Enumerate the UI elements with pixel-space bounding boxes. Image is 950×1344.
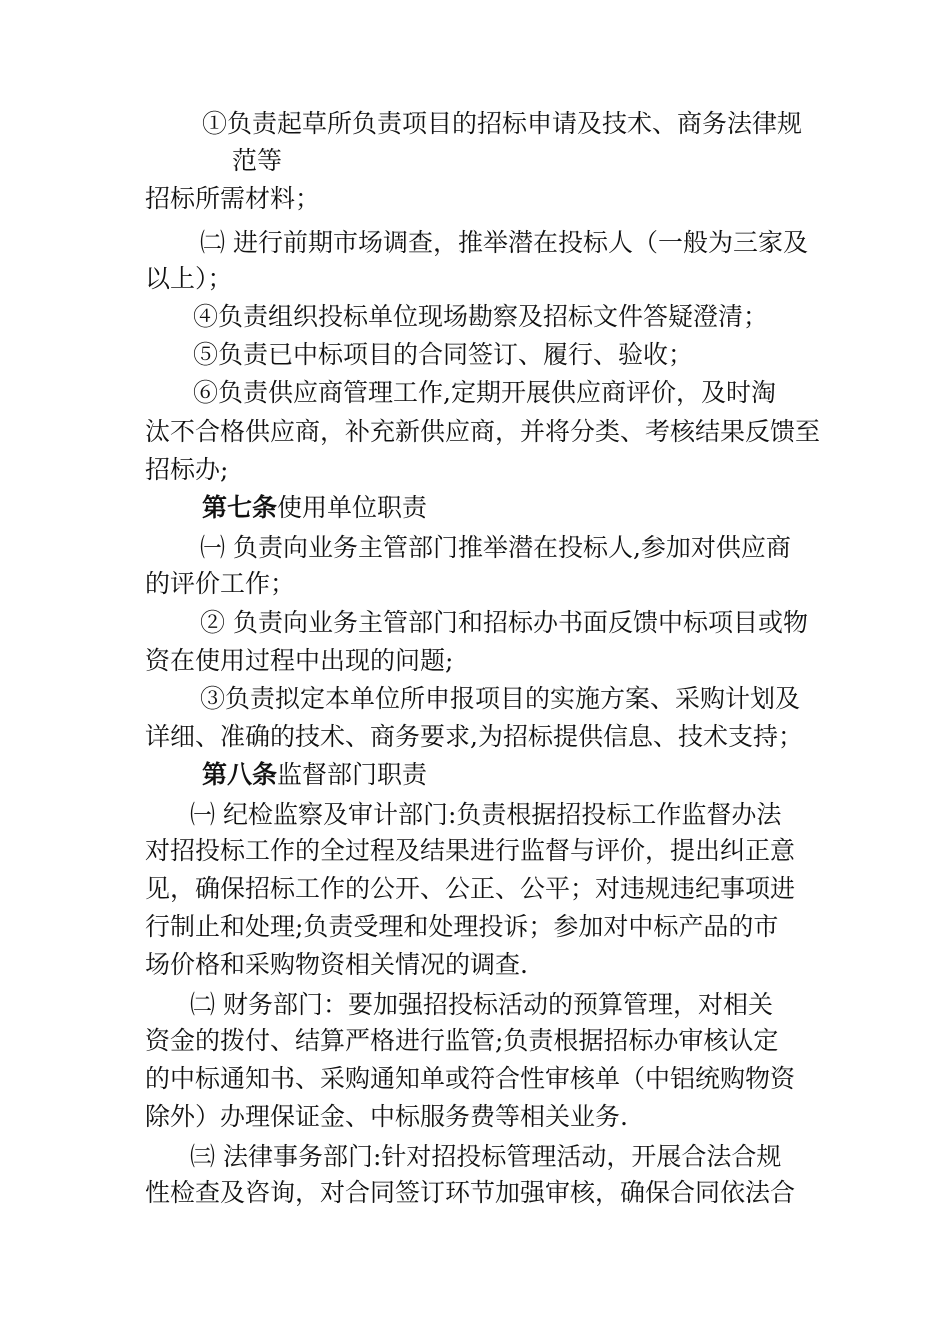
article-7-number: 第七条 <box>202 493 278 522</box>
paragraph-line: 的中标通知书、采购通知单或符合性审核单（中铝统购物资 <box>145 1064 796 1093</box>
paragraph-line: ㈡ 进行前期市场调查，推举潜在投标人（一般为三家及 <box>200 228 808 257</box>
paragraph-line: 的评价工作； <box>145 569 296 598</box>
article-8-heading <box>202 757 427 793</box>
paragraph-line: ⑥负责供应商管理工作,定期开展供应商评价，及时淘 <box>193 378 776 407</box>
paragraph-line: ㈢ 法律事务部门:针对招投标管理活动，开展合法合规 <box>190 1142 782 1171</box>
article-8-number: 第八条 <box>202 760 278 789</box>
paragraph-line: 详细、准确的技术、商务要求,为招标提供信息、技术支持； <box>145 722 803 751</box>
paragraph-line: 见，确保招标工作的公开、公正、公平；对违规违纪事项进 <box>145 874 796 903</box>
paragraph-line: 对招投标工作的全过程及结果进行监督与评价，提出纠正意 <box>145 836 796 865</box>
paragraph-line: 招标办; <box>145 455 229 484</box>
paragraph-line: 资金的拨付、结算严格进行监管;负责根据招标办审核认定 <box>145 1026 779 1055</box>
paragraph-line: ⑤负责已中标项目的合同签订、履行、验收； <box>193 340 694 369</box>
paragraph-line: ③负责拟定本单位所申报项目的实施方案、采购计划及 <box>200 684 801 713</box>
paragraph-line: 除外）办理保证金、中标服务费等相关业务. <box>145 1102 628 1131</box>
paragraph-line: 性检查及咨询，对合同签订环节加强审核，确保合同依法合 <box>145 1178 796 1207</box>
article-8-title: 监督部门职责 <box>277 760 428 789</box>
paragraph-line: ㈠ 纪检监察及审计部门:负责根据招投标工作监督办法 <box>190 800 782 829</box>
paragraph-line: ② 负责向业务主管部门和招标办书面反馈中标项目或物 <box>200 608 808 637</box>
paragraph-line: ①负责起草所负责项目的招标申请及技术、商务法律规 <box>202 109 803 138</box>
paragraph-line: 场价格和采购物资相关情况的调查. <box>145 950 528 979</box>
paragraph-line: 汰不合格供应商，补充新供应商，并将分类、考核结果反馈至 <box>145 417 821 446</box>
paragraph-line: ㈠ 负责向业务主管部门推举潜在投标人,参加对供应商 <box>200 533 791 562</box>
paragraph-line: ④负责组织投标单位现场勘察及招标文件答疑澄清； <box>193 302 769 331</box>
article-7-title: 使用单位职责 <box>277 493 428 522</box>
paragraph-line: 资在使用过程中出现的问题; <box>145 646 454 675</box>
paragraph-line: 招标所需材料； <box>145 184 321 213</box>
article-7-heading <box>202 490 427 526</box>
paragraph-line: 以上）； <box>145 264 233 293</box>
paragraph-line: 行制止和处理;负责受理和处理投诉；参加对中标产品的市 <box>145 912 779 941</box>
paragraph-line: ㈡ 财务部门：要加强招投标活动的预算管理，对相关 <box>190 990 773 1019</box>
paragraph-line: 范等 <box>232 146 283 175</box>
